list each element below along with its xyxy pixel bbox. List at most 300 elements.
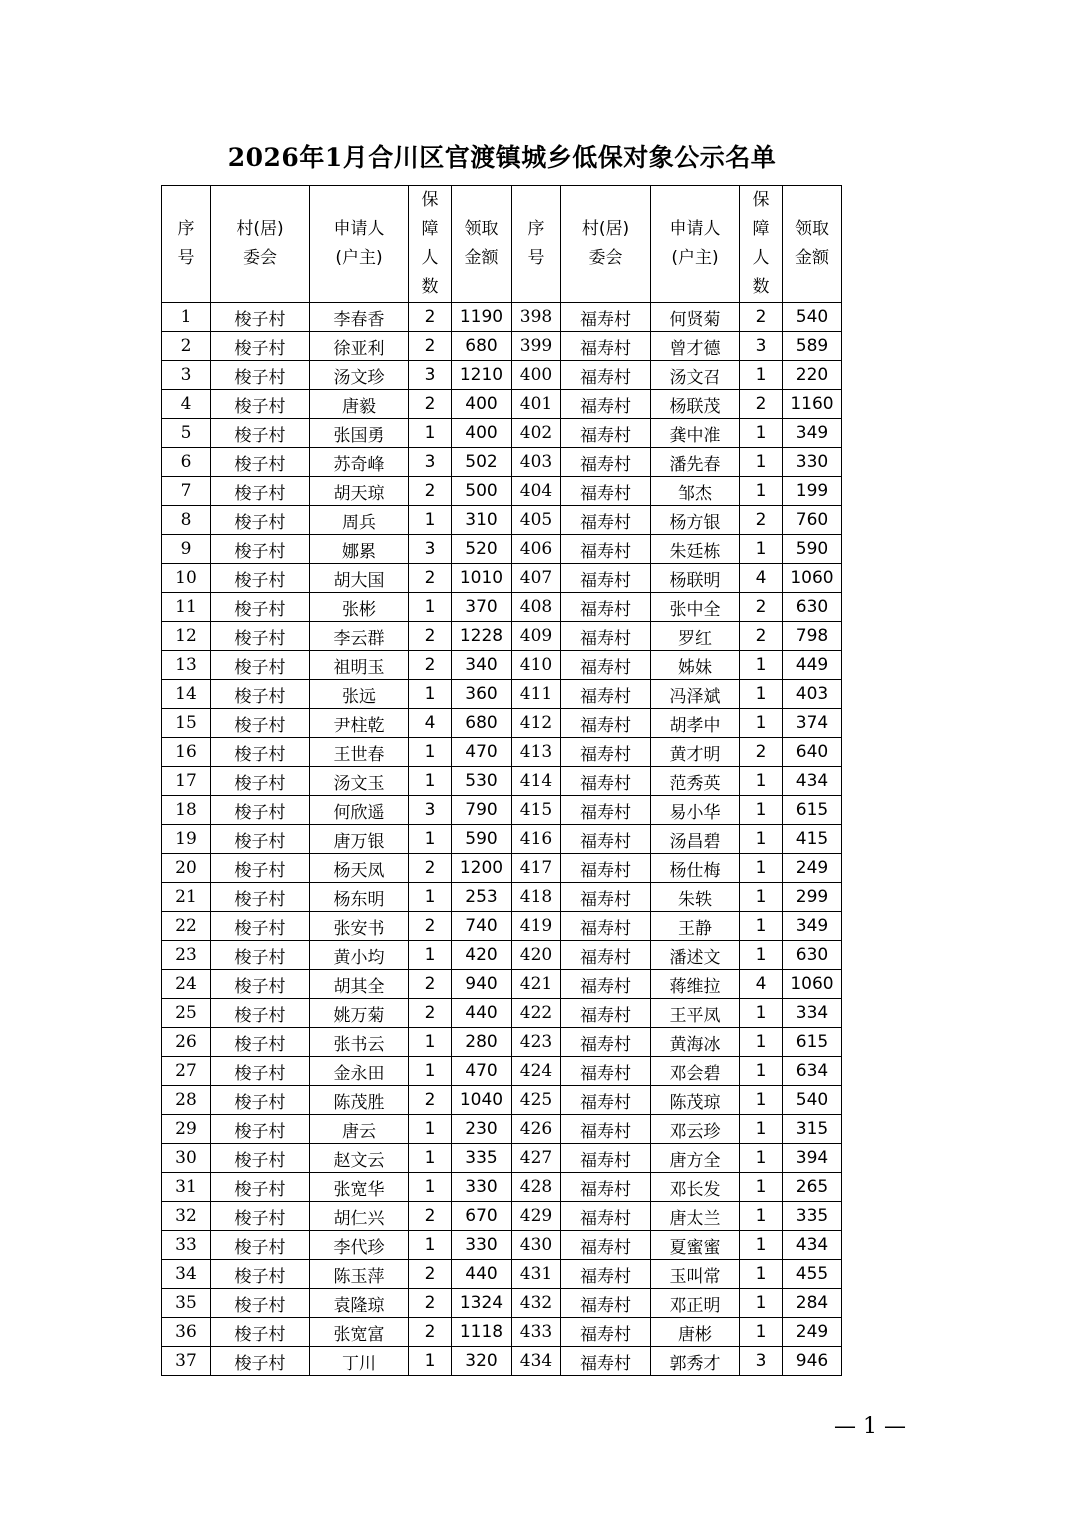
village-cell: 福寿村 [561, 1028, 651, 1057]
count-cell: 2 [409, 970, 452, 999]
amount-cell: 455 [783, 1260, 842, 1289]
amount-cell: 670 [452, 1202, 512, 1231]
count-cell: 2 [740, 506, 783, 535]
count-cell: 1 [740, 883, 783, 912]
amount-cell: 500 [452, 477, 512, 506]
amount-cell: 1210 [452, 361, 512, 390]
village-cell: 福寿村 [561, 361, 651, 390]
count-cell: 1 [409, 883, 452, 912]
applicant-cell: 黄才明 [651, 738, 740, 767]
village-cell: 梭子村 [211, 1173, 310, 1202]
seq-cell: 400 [512, 361, 561, 390]
table-row [162, 448, 842, 477]
amount-cell: 470 [452, 1057, 512, 1086]
applicant-cell: 邓会碧 [651, 1057, 740, 1086]
amount-cell: 400 [452, 390, 512, 419]
table-row [162, 1231, 842, 1260]
applicant-cell: 唐彬 [651, 1318, 740, 1347]
amount-cell: 470 [452, 738, 512, 767]
village-cell: 福寿村 [561, 477, 651, 506]
table-row [162, 477, 842, 506]
applicant-cell: 李云群 [310, 622, 409, 651]
applicant-cell: 尹柱乾 [310, 709, 409, 738]
village-cell: 梭子村 [211, 738, 310, 767]
count-cell: 1 [740, 825, 783, 854]
applicant-cell: 邓云珍 [651, 1115, 740, 1144]
applicant-cell: 张中全 [651, 593, 740, 622]
count-cell: 1 [740, 680, 783, 709]
seq-cell: 23 [162, 941, 211, 970]
count-cell: 2 [409, 564, 452, 593]
count-cell: 2 [409, 1202, 452, 1231]
applicant-cell: 郭秀才 [651, 1347, 740, 1376]
amount-cell: 340 [452, 651, 512, 680]
village-cell: 梭子村 [211, 825, 310, 854]
amount-cell: 334 [783, 999, 842, 1028]
applicant-cell: 张宽富 [310, 1318, 409, 1347]
village-cell: 福寿村 [561, 1318, 651, 1347]
count-cell: 1 [409, 506, 452, 535]
applicant-cell: 何欣遥 [310, 796, 409, 825]
seq-cell: 409 [512, 622, 561, 651]
village-cell: 福寿村 [561, 912, 651, 941]
applicant-cell: 张远 [310, 680, 409, 709]
seq-cell: 418 [512, 883, 561, 912]
applicant-cell: 汤文珍 [310, 361, 409, 390]
amount-cell: 1190 [452, 303, 512, 332]
table-row [162, 1028, 842, 1057]
seq-cell: 5 [162, 419, 211, 448]
header-cell: 保障人数 [740, 186, 783, 303]
amount-cell: 590 [452, 825, 512, 854]
applicant-cell: 唐太兰 [651, 1202, 740, 1231]
amount-cell: 740 [452, 912, 512, 941]
table-row [162, 593, 842, 622]
seq-cell: 412 [512, 709, 561, 738]
amount-cell: 540 [783, 1086, 842, 1115]
seq-cell: 434 [512, 1347, 561, 1376]
table-row [162, 564, 842, 593]
applicant-cell: 张安书 [310, 912, 409, 941]
count-cell: 1 [409, 738, 452, 767]
village-cell: 梭子村 [211, 1318, 310, 1347]
table-row [162, 303, 842, 332]
header-cell: 村(居)委会 [211, 186, 310, 303]
table-row [162, 970, 842, 999]
count-cell: 1 [740, 999, 783, 1028]
header-cell: 序号 [162, 186, 211, 303]
seq-cell: 20 [162, 854, 211, 883]
seq-cell: 35 [162, 1289, 211, 1318]
count-cell: 1 [740, 941, 783, 970]
amount-cell: 1324 [452, 1289, 512, 1318]
seq-cell: 416 [512, 825, 561, 854]
count-cell: 2 [740, 390, 783, 419]
applicant-cell: 丁川 [310, 1347, 409, 1376]
count-cell: 1 [740, 448, 783, 477]
applicant-cell: 张彬 [310, 593, 409, 622]
seq-cell: 420 [512, 941, 561, 970]
village-cell: 梭子村 [211, 1028, 310, 1057]
seq-cell: 414 [512, 767, 561, 796]
applicant-cell: 潘先春 [651, 448, 740, 477]
amount-cell: 440 [452, 1260, 512, 1289]
amount-cell: 400 [452, 419, 512, 448]
count-cell: 1 [740, 1289, 783, 1318]
seq-cell: 15 [162, 709, 211, 738]
applicant-cell: 陈玉萍 [310, 1260, 409, 1289]
seq-cell: 406 [512, 535, 561, 564]
count-cell: 3 [740, 332, 783, 361]
table-row [162, 1144, 842, 1173]
count-cell: 4 [740, 970, 783, 999]
amount-cell: 640 [783, 738, 842, 767]
count-cell: 1 [740, 854, 783, 883]
seq-cell: 14 [162, 680, 211, 709]
village-cell: 梭子村 [211, 477, 310, 506]
count-cell: 3 [409, 361, 452, 390]
village-cell: 福寿村 [561, 738, 651, 767]
seq-cell: 427 [512, 1144, 561, 1173]
village-cell: 梭子村 [211, 854, 310, 883]
applicant-cell: 邓正明 [651, 1289, 740, 1318]
seq-cell: 19 [162, 825, 211, 854]
table-row [162, 622, 842, 651]
applicant-cell: 胡其全 [310, 970, 409, 999]
applicant-cell: 邓长发 [651, 1173, 740, 1202]
amount-cell: 310 [452, 506, 512, 535]
count-cell: 2 [409, 999, 452, 1028]
count-cell: 1 [740, 1231, 783, 1260]
seq-cell: 31 [162, 1173, 211, 1202]
applicant-cell: 唐万银 [310, 825, 409, 854]
seq-cell: 16 [162, 738, 211, 767]
village-cell: 梭子村 [211, 941, 310, 970]
count-cell: 1 [740, 361, 783, 390]
amount-cell: 374 [783, 709, 842, 738]
seq-cell: 30 [162, 1144, 211, 1173]
applicant-cell: 姚万菊 [310, 999, 409, 1028]
count-cell: 2 [409, 477, 452, 506]
village-cell: 梭子村 [211, 1260, 310, 1289]
seq-cell: 36 [162, 1318, 211, 1347]
count-cell: 2 [409, 854, 452, 883]
amount-cell: 520 [452, 535, 512, 564]
count-cell: 1 [740, 767, 783, 796]
header-cell: 保障人数 [409, 186, 452, 303]
applicant-cell: 杨东明 [310, 883, 409, 912]
table-row [162, 912, 842, 941]
table-row [162, 738, 842, 767]
seq-cell: 34 [162, 1260, 211, 1289]
seq-cell: 28 [162, 1086, 211, 1115]
seq-cell: 403 [512, 448, 561, 477]
amount-cell: 415 [783, 825, 842, 854]
amount-cell: 349 [783, 419, 842, 448]
count-cell: 3 [409, 796, 452, 825]
count-cell: 1 [409, 419, 452, 448]
seq-cell: 407 [512, 564, 561, 593]
applicant-cell: 张宽华 [310, 1173, 409, 1202]
count-cell: 2 [409, 1086, 452, 1115]
seq-cell: 433 [512, 1318, 561, 1347]
count-cell: 1 [409, 1144, 452, 1173]
amount-cell: 940 [452, 970, 512, 999]
seq-cell: 29 [162, 1115, 211, 1144]
count-cell: 1 [740, 419, 783, 448]
applicant-cell: 徐亚利 [310, 332, 409, 361]
seq-cell: 6 [162, 448, 211, 477]
seq-cell: 13 [162, 651, 211, 680]
village-cell: 梭子村 [211, 1086, 310, 1115]
village-cell: 梭子村 [211, 1347, 310, 1376]
applicant-cell: 杨仕梅 [651, 854, 740, 883]
header-cell: 序号 [512, 186, 561, 303]
count-cell: 2 [409, 651, 452, 680]
village-cell: 梭子村 [211, 535, 310, 564]
village-cell: 福寿村 [561, 680, 651, 709]
village-cell: 福寿村 [561, 970, 651, 999]
applicant-cell: 蒋维拉 [651, 970, 740, 999]
applicant-cell: 苏奇峰 [310, 448, 409, 477]
applicant-cell: 杨联茂 [651, 390, 740, 419]
applicant-cell: 唐毅 [310, 390, 409, 419]
table-row [162, 999, 842, 1028]
amount-cell: 434 [783, 1231, 842, 1260]
applicant-cell: 陈茂琼 [651, 1086, 740, 1115]
count-cell: 3 [409, 448, 452, 477]
village-cell: 福寿村 [561, 825, 651, 854]
village-cell: 梭子村 [211, 506, 310, 535]
applicant-cell: 夏蜜蜜 [651, 1231, 740, 1260]
applicant-cell: 汤昌碧 [651, 825, 740, 854]
applicant-cell: 何贤菊 [651, 303, 740, 332]
amount-cell: 315 [783, 1115, 842, 1144]
seq-cell: 22 [162, 912, 211, 941]
village-cell: 福寿村 [561, 1260, 651, 1289]
table-body [162, 303, 842, 1376]
count-cell: 1 [740, 1057, 783, 1086]
amount-cell: 394 [783, 1144, 842, 1173]
amount-cell: 1118 [452, 1318, 512, 1347]
header-cell: 申请人(户主) [310, 186, 409, 303]
amount-cell: 265 [783, 1173, 842, 1202]
count-cell: 2 [409, 390, 452, 419]
applicant-cell: 黄小均 [310, 941, 409, 970]
table-row [162, 1173, 842, 1202]
seq-cell: 426 [512, 1115, 561, 1144]
amount-cell: 615 [783, 1028, 842, 1057]
count-cell: 2 [409, 1318, 452, 1347]
village-cell: 福寿村 [561, 1115, 651, 1144]
amount-cell: 946 [783, 1347, 842, 1376]
applicant-cell: 杨天凤 [310, 854, 409, 883]
seq-cell: 25 [162, 999, 211, 1028]
table-row [162, 941, 842, 970]
amount-cell: 449 [783, 651, 842, 680]
village-cell: 福寿村 [561, 593, 651, 622]
header-cell: 领取金额 [452, 186, 512, 303]
village-cell: 梭子村 [211, 999, 310, 1028]
amount-cell: 530 [452, 767, 512, 796]
village-cell: 福寿村 [561, 1289, 651, 1318]
seq-cell: 431 [512, 1260, 561, 1289]
amount-cell: 249 [783, 854, 842, 883]
table-row [162, 709, 842, 738]
page-number: — 1 — [834, 1414, 906, 1439]
amount-cell: 540 [783, 303, 842, 332]
applicant-cell: 金永田 [310, 1057, 409, 1086]
village-cell: 福寿村 [561, 767, 651, 796]
applicant-cell: 杨联明 [651, 564, 740, 593]
seq-cell: 3 [162, 361, 211, 390]
amount-cell: 253 [452, 883, 512, 912]
applicant-cell: 朱轶 [651, 883, 740, 912]
amount-cell: 349 [783, 912, 842, 941]
village-cell: 福寿村 [561, 1057, 651, 1086]
seq-cell: 24 [162, 970, 211, 999]
amount-cell: 403 [783, 680, 842, 709]
seq-cell: 404 [512, 477, 561, 506]
applicant-cell: 陈茂胜 [310, 1086, 409, 1115]
applicant-cell: 玉叫常 [651, 1260, 740, 1289]
seq-cell: 12 [162, 622, 211, 651]
amount-cell: 440 [452, 999, 512, 1028]
applicant-cell: 汤文玉 [310, 767, 409, 796]
seq-cell: 429 [512, 1202, 561, 1231]
table-row [162, 1115, 842, 1144]
seq-cell: 399 [512, 332, 561, 361]
village-cell: 福寿村 [561, 622, 651, 651]
count-cell: 1 [740, 535, 783, 564]
amount-cell: 1228 [452, 622, 512, 651]
applicant-cell: 曾才德 [651, 332, 740, 361]
village-cell: 梭子村 [211, 564, 310, 593]
amount-cell: 589 [783, 332, 842, 361]
count-cell: 1 [740, 1260, 783, 1289]
seq-cell: 8 [162, 506, 211, 535]
applicant-cell: 罗红 [651, 622, 740, 651]
amount-cell: 370 [452, 593, 512, 622]
count-cell: 1 [740, 477, 783, 506]
seq-cell: 32 [162, 1202, 211, 1231]
seq-cell: 430 [512, 1231, 561, 1260]
village-cell: 福寿村 [561, 564, 651, 593]
village-cell: 福寿村 [561, 883, 651, 912]
village-cell: 梭子村 [211, 1144, 310, 1173]
seq-cell: 18 [162, 796, 211, 825]
village-cell: 梭子村 [211, 1289, 310, 1318]
count-cell: 1 [740, 1173, 783, 1202]
count-cell: 2 [409, 622, 452, 651]
count-cell: 1 [740, 1318, 783, 1347]
count-cell: 1 [409, 1231, 452, 1260]
table-row [162, 767, 842, 796]
seq-cell: 425 [512, 1086, 561, 1115]
amount-cell: 335 [452, 1144, 512, 1173]
village-cell: 福寿村 [561, 854, 651, 883]
amount-cell: 330 [783, 448, 842, 477]
village-cell: 福寿村 [561, 303, 651, 332]
amount-cell: 284 [783, 1289, 842, 1318]
village-cell: 梭子村 [211, 419, 310, 448]
count-cell: 1 [740, 1115, 783, 1144]
village-cell: 福寿村 [561, 419, 651, 448]
amount-cell: 634 [783, 1057, 842, 1086]
count-cell: 1 [409, 1347, 452, 1376]
count-cell: 2 [740, 622, 783, 651]
amount-cell: 790 [452, 796, 512, 825]
seq-cell: 413 [512, 738, 561, 767]
village-cell: 梭子村 [211, 767, 310, 796]
count-cell: 1 [740, 796, 783, 825]
table-row [162, 506, 842, 535]
table-row [162, 1260, 842, 1289]
village-cell: 福寿村 [561, 448, 651, 477]
applicant-cell: 王平凤 [651, 999, 740, 1028]
seq-cell: 417 [512, 854, 561, 883]
amount-cell: 220 [783, 361, 842, 390]
applicant-cell: 胡孝中 [651, 709, 740, 738]
seq-cell: 2 [162, 332, 211, 361]
count-cell: 1 [740, 912, 783, 941]
seq-cell: 405 [512, 506, 561, 535]
amount-cell: 420 [452, 941, 512, 970]
count-cell: 4 [409, 709, 452, 738]
seq-cell: 401 [512, 390, 561, 419]
village-cell: 福寿村 [561, 1231, 651, 1260]
village-cell: 福寿村 [561, 1173, 651, 1202]
table-row [162, 825, 842, 854]
seq-cell: 402 [512, 419, 561, 448]
count-cell: 2 [409, 303, 452, 332]
applicant-cell: 姊妹 [651, 651, 740, 680]
village-cell: 梭子村 [211, 970, 310, 999]
seq-cell: 37 [162, 1347, 211, 1376]
village-cell: 梭子村 [211, 1202, 310, 1231]
count-cell: 3 [740, 1347, 783, 1376]
amount-cell: 798 [783, 622, 842, 651]
applicant-cell: 李代珍 [310, 1231, 409, 1260]
applicant-cell: 祖明玉 [310, 651, 409, 680]
village-cell: 福寿村 [561, 941, 651, 970]
count-cell: 2 [740, 738, 783, 767]
amount-cell: 615 [783, 796, 842, 825]
village-cell: 福寿村 [561, 506, 651, 535]
amount-cell: 502 [452, 448, 512, 477]
table-row [162, 854, 842, 883]
amount-cell: 249 [783, 1318, 842, 1347]
count-cell: 2 [409, 1260, 452, 1289]
amount-cell: 1160 [783, 390, 842, 419]
village-cell: 梭子村 [211, 448, 310, 477]
applicant-cell: 袁隆琼 [310, 1289, 409, 1318]
table-row [162, 651, 842, 680]
amount-cell: 630 [783, 941, 842, 970]
village-cell: 梭子村 [211, 593, 310, 622]
table-row [162, 332, 842, 361]
table-row [162, 419, 842, 448]
count-cell: 1 [409, 1057, 452, 1086]
count-cell: 2 [740, 303, 783, 332]
amount-cell: 1040 [452, 1086, 512, 1115]
count-cell: 1 [409, 1028, 452, 1057]
village-cell: 福寿村 [561, 390, 651, 419]
count-cell: 1 [409, 1115, 452, 1144]
count-cell: 1 [740, 1086, 783, 1115]
seq-cell: 21 [162, 883, 211, 912]
applicant-cell: 胡仁兴 [310, 1202, 409, 1231]
